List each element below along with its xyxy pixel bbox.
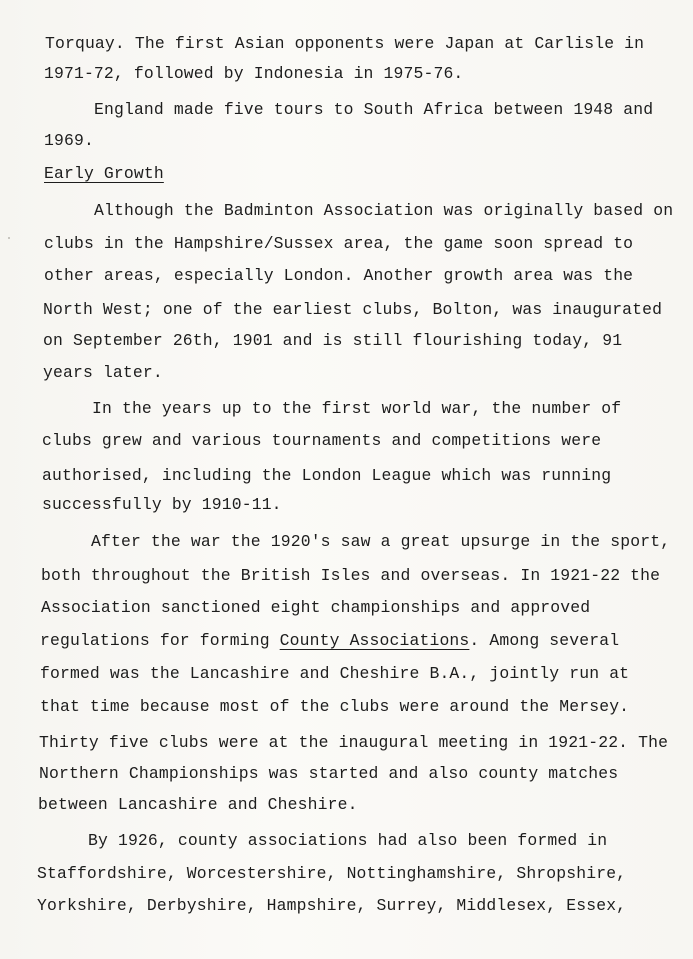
text-line: [40, 631, 619, 651]
text-line: clubs grew and various tournaments and competitions were: [42, 431, 602, 450]
text-line: England made five tours to South Africa between 1948 and: [94, 100, 654, 119]
text-line: that time because most of the clubs were around the Mersey.: [40, 697, 630, 716]
text-line: Northern Championships was started and also county matches: [39, 764, 619, 783]
text-line: on September 26th, 1901 and is still flourishing today, 91: [43, 331, 623, 350]
text-line: 1969.: [44, 131, 94, 150]
text-segment: regulations for forming: [40, 631, 280, 650]
text-line: In the years up to the first world war, the number of: [92, 399, 622, 418]
text-line: After the war the 1920's saw a great upsurge in the sport,: [91, 532, 671, 551]
text-line: By 1926, county associations had also been formed in: [88, 831, 608, 850]
underlined-term: County Associations: [279, 631, 470, 650]
text-line: Association sanctioned eight championships and approved: [41, 598, 591, 617]
paper-speck: [8, 237, 10, 239]
text-line: Yorkshire, Derbyshire, Hampshire, Surrey, Middlesex, Essex,: [37, 896, 627, 915]
text-line: 1971-72, followed by Indonesia in 1975-76.: [44, 64, 464, 83]
text-line: Although the Badminton Association was originally based on: [94, 201, 674, 220]
text-segment: . Among several: [469, 631, 620, 650]
text-line: Torquay. The first Asian opponents were Japan at Carlisle in: [45, 34, 645, 53]
text-line: Thirty five clubs were at the inaugural meeting in 1921-22. The: [39, 733, 669, 752]
text-line: years later.: [43, 363, 163, 382]
text-line: authorised, including the London League which was running: [42, 466, 612, 485]
section-heading: Early Growth: [44, 164, 164, 183]
text-line: between Lancashire and Cheshire.: [38, 795, 358, 814]
text-line: both throughout the British Isles and overseas. In 1921-22 the: [41, 566, 661, 585]
text-line: clubs in the Hampshire/Sussex area, the game soon spread to: [44, 234, 634, 253]
text-line: formed was the Lancashire and Cheshire B.A., jointly run at: [40, 664, 630, 683]
text-line: other areas, especially London. Another growth area was the: [44, 266, 634, 285]
text-line: Staffordshire, Worcestershire, Nottinghamshire, Shropshire,: [37, 864, 627, 883]
text-line: successfully by 1910-11.: [42, 495, 282, 514]
text-line: North West; one of the earliest clubs, Bolton, was inaugurated: [43, 300, 663, 319]
